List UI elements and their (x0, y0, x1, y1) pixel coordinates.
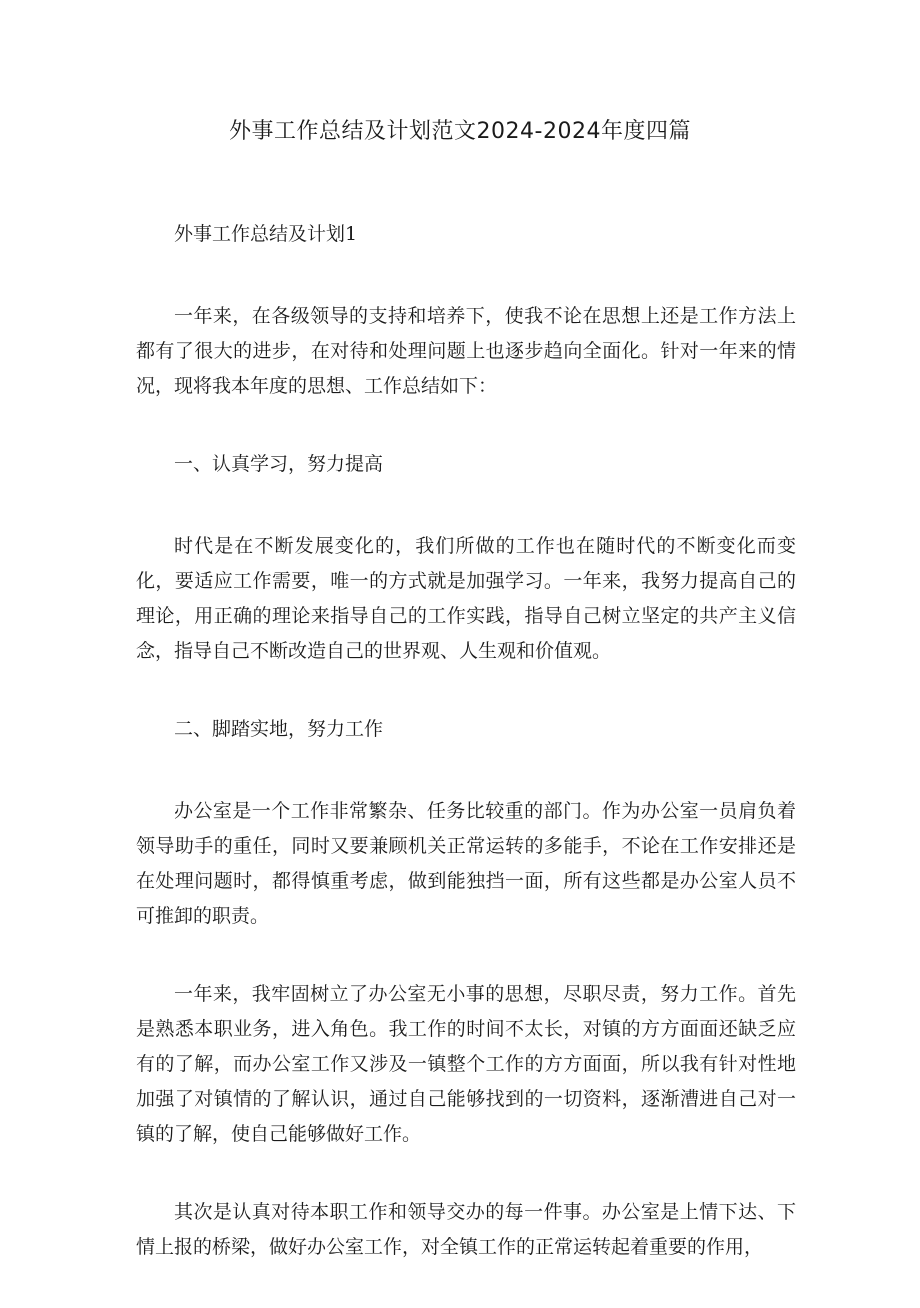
section-heading-study: 一、认真学习，努力提高 (174, 453, 384, 475)
office-duty-paragraph: 办公室是一个工作非常繁杂、任务比较重的部门。作为办公室一员肩负着领导助手的重任，同时又要兼顾机关正常运转的多能手，不论在工作安排还是在处理问题时，都得慎重考虑，做到能独挡一面，所有这些都是办公室人员不可推卸的职责。 (136, 800, 796, 927)
intro-paragraph: 一年来，在各级领导的支持和培养下，使我不论在思想上还是工作方法上都有了很大的进步，在对待和处理问题上也逐步趋向全面化。针对一年来的情况，现将我本年度的思想、工作总结如下： (136, 305, 796, 397)
year-review-paragraph: 一年来，我牢固树立了办公室无小事的思想，尽职尽责，努力工作。首先是熟悉本职业务，进入角色。我工作的时间不太长，对镇的方方面面还缺乏应有的了解，而办公室工作又涉及一镇整个工作的方方面面，所以我有针对性地加强了对镇情的了解认识，通过自己能够找到的一切资料，逐渐漕进自己对一镇的了解，使自己能够做好工作。 (136, 983, 796, 1145)
study-paragraph: 时代是在不断发展变化的，我们所做的工作也在随时代的不断变化而变化，要适应工作需要，唯一的方式就是加强学习。一年来，我努力提高自己的理论，用正确的理论来指导自己的工作实践，指导自己树立坚定的共产主义信念，指导自己不断改造自己的世界观、人生观和价值观。 (136, 535, 796, 662)
section-heading-plan-1: 外事工作总结及计划1 (174, 223, 358, 245)
section-heading-work: 二、脚踏实地，努力工作 (174, 718, 384, 740)
document-title: 外事工作总结及计划范文2024-2024年度四篇 (229, 119, 691, 144)
secondly-paragraph: 其次是认真对待本职工作和领导交办的每一件事。办公室是上情下达、下情上报的桥梁，做好办公室工作，对全镇工作的正常运转起着重要的作用， (136, 1201, 796, 1258)
document-body (136, 217, 796, 1308)
